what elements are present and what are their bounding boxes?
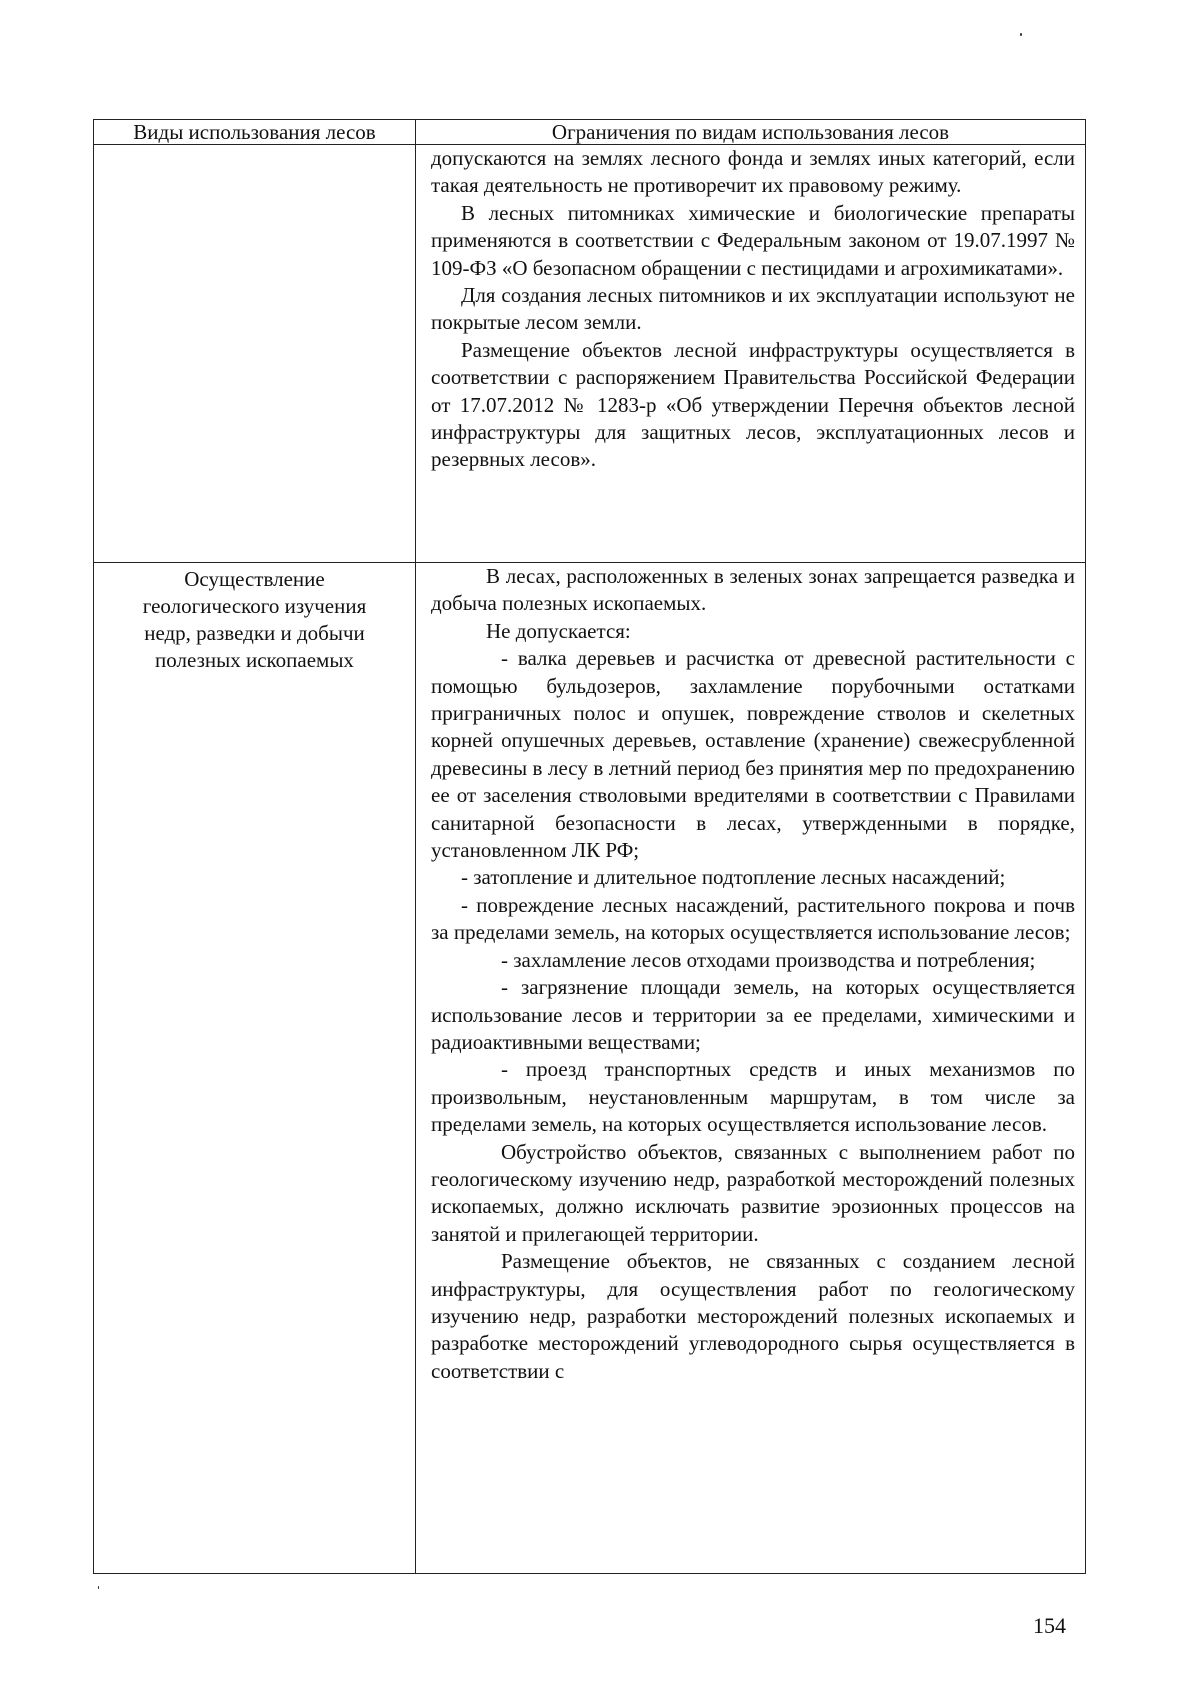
row2-list-item: - загрязнение площади земель, на которых осуществляется использование лесов и территории за ее пределами, химическими и радиоактивными веществами; [431,975,1075,1054]
row2-use-type-line: полезных ископаемых [155,648,354,672]
row2-paragraph: Обустройство объектов, связанных с выполнением работ по геологическому изучению недр, разработкой месторождений полезных ископаемых, должно исключать развитие эрозионных процессов на занятой и прилегающей территории. [431,1139,1075,1246]
row2-list-item: - проезд транспортных средств и иных механизмов по произвольным, неустановленным маршрутам, в том числе за пределами земель, на которых осуществляется использование лесов. [431,1057,1075,1137]
row2-use-type-line: Осуществление [184,567,325,591]
table-row [94,563,1086,1574]
row2-list-item: - захламление лесов отходами производства и потребления; [501,947,1036,972]
row2-paragraph: В лесах, расположенных в зеленых зонах запрещается разведка и добыча полезных ископаемых. [431,564,1075,616]
row2-use-type-line: недр, разведки и добычи [144,621,365,645]
row1-paragraph: допускаются на землях лесного фонда и землях иных категорий, если такая деятельность не противоречит их правовому режиму. [431,146,1075,198]
row1-paragraph: Для создания лесных питомников и их эксплуатации используют не покрытые лесом земли. [431,283,1075,335]
scan-speck [1020,33,1022,36]
row1-paragraph: Размещение объектов лесной инфраструктуры осуществляется в соответствии с распоряжением Правительства Российской Федерации от 17.07.2012 № 1283-р «Об утверждении Перечня объектов лесной инфраструктуры для защитных лесов, эксплуатационных лесов и резервных лесов». [431,337,1075,472]
row1-restrictions-cell [416,145,1086,563]
table-header-row [94,120,1086,145]
row1-paragraph: В лесных питомниках химические и биологические препараты применяются в соответствии с Федеральным законом от 19.07.1997 № 109-ФЗ «О безопасном обращении с пестицидами и агрохимикатами». [431,200,1075,280]
row2-list-item: - валка деревьев и расчистка от древесной растительности с помощью бульдозеров, захламление порубочными остатками приграничных полос и опушек, повреждение стволов и скелетных корней опушечных деревьев, оставление (хранение) свежесрубленной древесины в лесу в летний период без принятия мер по предохранению ее от заселения стволовыми вредителями в соответствии с Правилами санитарной безопасности в лесах, утвержденными в порядке, установленном ЛК РФ; [431,646,1075,863]
page-number: 154 [1033,1613,1066,1638]
row2-list-item: - повреждение лесных насаждений, растительного покрова и почв за пределами земель, на которых осуществляется использование лесов; [431,892,1075,945]
document-table [93,119,1086,1574]
row2-paragraph: Размещение объектов, не связанных с созданием лесной инфраструктуры, для осуществления работ по геологическому изучению недр, разработки месторождений полезных ископаемых и разработке месторождений углеводородного сырья осуществляется в соответствии с [431,1249,1075,1383]
row2-restrictions-cell [416,563,1086,1574]
row2-use-type-line: геологического изучения [142,594,367,618]
scan-speck [98,1586,99,1589]
row2-paragraph: Не допускается: [486,618,631,643]
row1-use-type-cell [94,145,416,563]
table-row [94,145,1086,563]
row2-list-item: - затопление и длительное подтопление лесных насаждений; [461,865,1006,890]
header-forest-use-types: Виды использования лесов [94,120,416,145]
row2-use-type-cell [94,563,416,1574]
header-restrictions: Ограничения по видам использования лесов [416,120,1086,145]
